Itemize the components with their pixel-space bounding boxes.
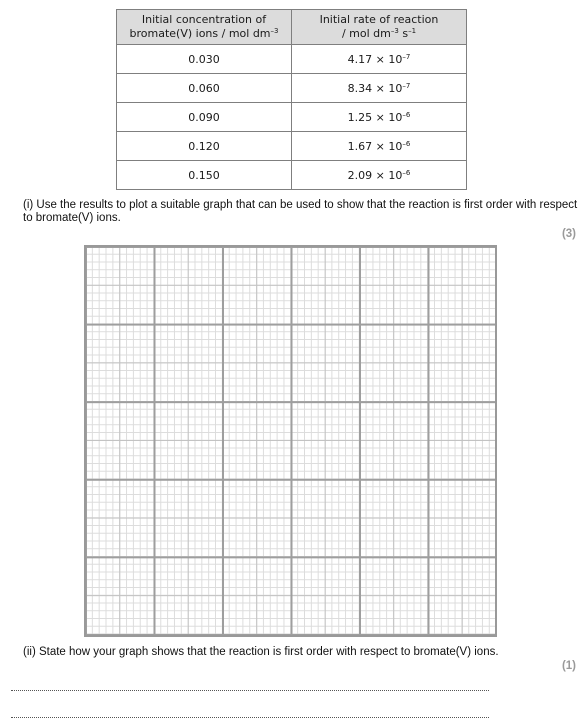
question-ii-marks: (1) [561,660,576,672]
concentration-cell: 0.090 [117,103,292,132]
header-rate-exponent-1: –3 [390,27,399,35]
table-row [117,132,467,161]
rate-mantissa: 1.67 × 10 [347,139,403,153]
question-i-text: (i) Use the results to plot a suitable graph that can be used to show that the reaction is first order with respect to bromate(V) ions. [23,199,578,224]
answer-line[interactable] [11,717,489,718]
question-ii-text: (ii) State how your graph shows that the reaction is first order with respect to bromate(V) ions. [23,646,499,658]
answer-line[interactable] [11,690,489,691]
rate-mantissa: 4.17 × 10 [347,52,403,66]
rate-exponent: –6 [402,139,411,148]
rate-cell [292,45,467,74]
concentration-cell: 0.120 [117,132,292,161]
rate-mantissa: 2.09 × 10 [347,168,403,182]
rate-exponent: –6 [402,168,411,177]
concentration-cell: 0.030 [117,45,292,74]
table-row [117,45,467,74]
rate-cell [292,161,467,190]
header-concentration-line1: Initial concentration of [141,13,267,26]
rate-exponent: –7 [402,81,411,90]
header-concentration [117,10,292,45]
table-row [117,103,467,132]
table-header-row [117,10,467,45]
question-i-marks: (3) [561,228,576,240]
concentration-cell: 0.060 [117,74,292,103]
rate-cell [292,103,467,132]
header-rate [292,10,467,45]
rate-cell [292,74,467,103]
header-rate-unit-s: s [398,27,409,40]
header-rate-line1: Initial rate of reaction [319,13,439,26]
data-table [116,9,467,190]
rate-exponent: –6 [402,110,411,119]
rate-exponent: –7 [402,52,411,61]
header-rate-unit-mol: / mol dm [341,27,391,40]
header-rate-exponent-2: –1 [408,27,417,35]
table-row [117,74,467,103]
header-concentration-exponent: –3 [270,27,279,35]
header-concentration-line2: bromate(V) ions / mol dm [129,27,271,40]
rate-cell [292,132,467,161]
rate-mantissa: 8.34 × 10 [347,81,403,95]
graph-paper[interactable] [84,245,497,637]
concentration-cell: 0.150 [117,161,292,190]
rate-mantissa: 1.25 × 10 [347,110,403,124]
table-row [117,161,467,190]
